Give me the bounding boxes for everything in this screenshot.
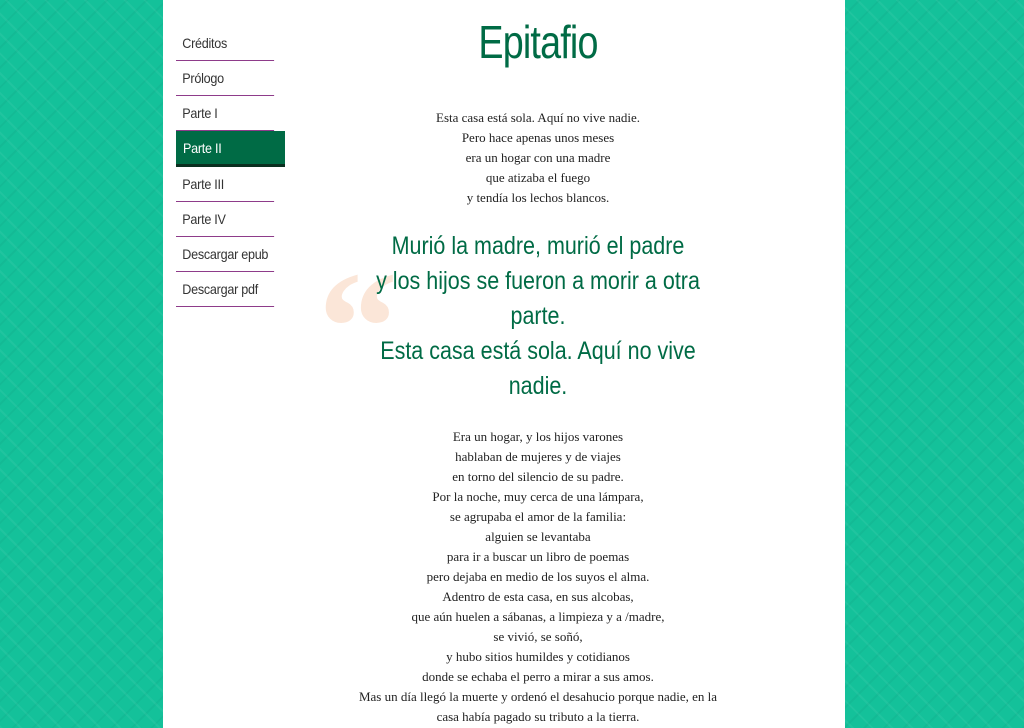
poem-line: para ir a buscar un libro de poemas	[446, 549, 630, 564]
nav-item-creditos[interactable]: Créditos	[176, 26, 274, 61]
pullquote-line: y los hijos se fueron a morir a otra	[376, 267, 700, 295]
poem-line: Por la noche, muy cerca de una lámpara,	[432, 489, 644, 504]
poem-line: era un hogar con una madre	[465, 150, 611, 165]
nav-item-descargar-epub[interactable]: Descargar epub	[176, 237, 274, 272]
poem-line: se agrupaba el amor de la familia:	[449, 509, 627, 524]
poem-line: que atizaba el fuego	[485, 170, 591, 185]
nav-item-parte-1[interactable]: Parte I	[176, 96, 274, 131]
poem-line: que aún huelen a sábanas, a limpieza y a /madre,	[411, 609, 665, 624]
pullquote	[318, 229, 738, 416]
nav-item-parte-2[interactable]	[176, 131, 285, 167]
pullquote-line: nadie.	[508, 372, 568, 400]
pullquote-line: Murió la madre, murió el padre	[391, 232, 685, 260]
nav-item-parte-4[interactable]: Parte IV	[176, 202, 274, 237]
poem-line: pero dejaba en medio de los suyos el alma.	[426, 569, 650, 584]
poem-line: Esta casa está sola. Aquí no vive nadie.	[436, 110, 640, 125]
poem-line: y tendía los lechos blancos.	[466, 190, 610, 205]
nav-item-parte-2-label: Parte II	[183, 140, 222, 156]
poem-content	[318, 0, 738, 727]
poem-line: casa había pagado su tributo a la tierra.	[436, 709, 640, 724]
quote-mark-icon: “	[318, 238, 398, 416]
poem-line: se vivió, se soñó,	[493, 629, 583, 644]
poem-line: Adentro de esta casa, en sus alcobas,	[442, 589, 634, 604]
pullquote-line: Esta casa está sola. Aquí no vive	[380, 337, 696, 365]
poem-line: alguien se levantaba	[485, 529, 591, 544]
poem-line: Era un hogar, y los hijos varones	[452, 429, 624, 444]
poem-line: Mas un día llegó la muerte y ordenó el desahucio porque nadie, en la	[358, 689, 718, 704]
nav-item-parte-3[interactable]: Parte III	[176, 167, 274, 202]
poem-line: Pero hace apenas unos meses	[461, 130, 615, 145]
pullquote-line: parte.	[510, 302, 566, 330]
poem-line: donde se echaba el perro a mirar a sus amos.	[422, 669, 654, 684]
nav-item-descargar-pdf[interactable]: Descargar pdf	[176, 272, 274, 307]
sidebar-nav	[176, 26, 285, 307]
poem-line: en torno del silencio de su padre.	[452, 469, 624, 484]
pullquote-text	[344, 229, 732, 404]
stanza-2	[338, 427, 738, 727]
nav-item-prologo[interactable]: Prólogo	[176, 61, 274, 96]
poem-line: hablaban de mujeres y de viajes	[455, 449, 621, 464]
stanza-1	[338, 108, 738, 208]
page-panel	[163, 0, 845, 728]
poem-line: y hubo sitios humildes y cotidianos	[446, 649, 630, 664]
poem-title: Epitafio	[478, 16, 598, 68]
